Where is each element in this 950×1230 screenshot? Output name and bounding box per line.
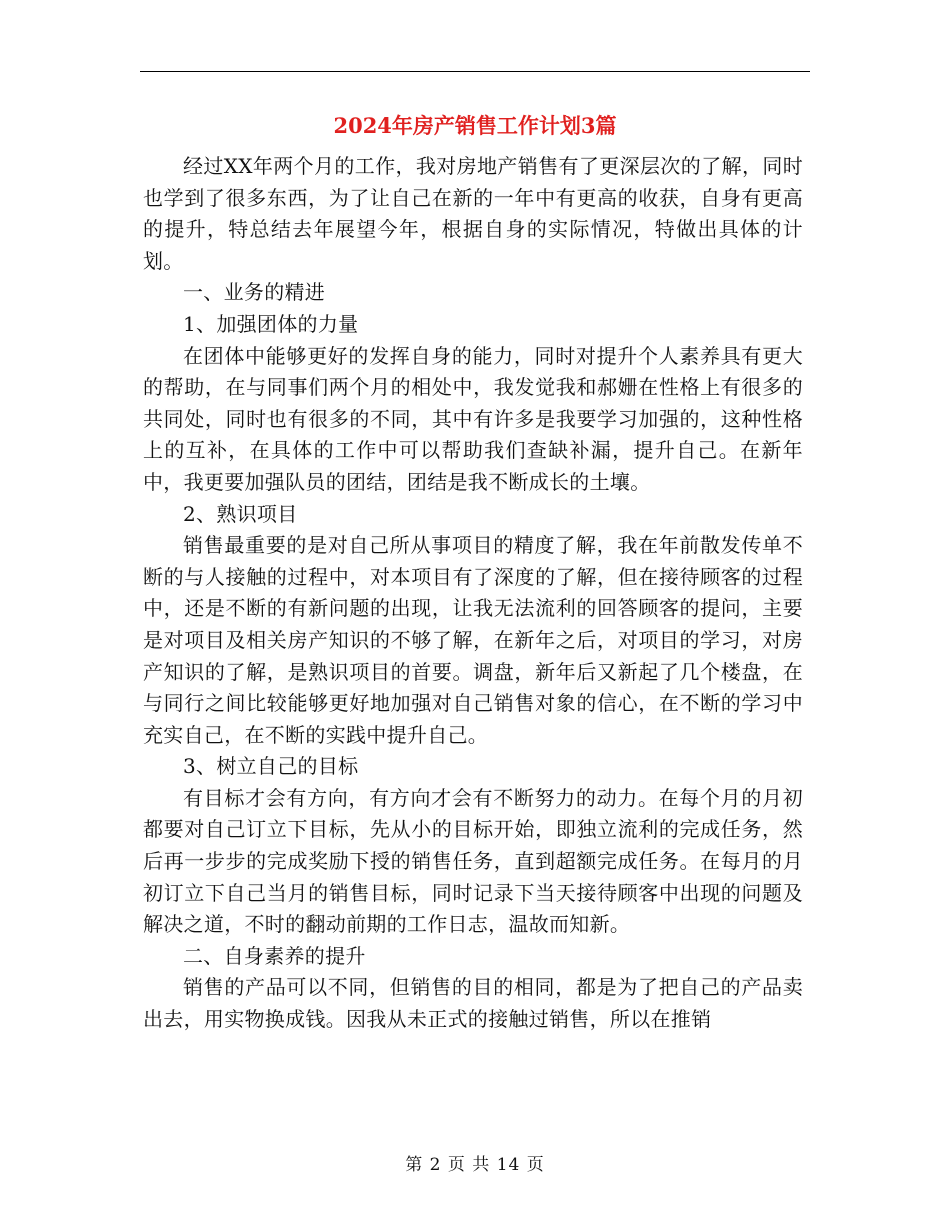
document-title: 2024年房产销售工作计划3篇 xyxy=(333,113,617,138)
paragraph-goals: 有目标才会有方向，有方向才会有不断努力的动力。在每个月的月初都要对自己订立下目标，先从小的目标开始，即独立流利的完成任务，然后再一步步的完成奖励下授的销售任务，直到超额完成任务。在每月的月初订立下自己当月的销售目标，同时记录下当天接待顾客中出现的问题及解决之道，不时的翻动前期的工作日志，温故而知新。 xyxy=(143,785,803,937)
section-heading-2: 二、自身素养的提升 xyxy=(183,943,366,968)
paragraph-team: 在团体中能够更好的发挥自身的能力，同时对提升个人素养具有更大的帮助，在与同事们两个月的相处中，我发觉我和郝姗在性格上有很多的共同处，同时也有很多的不同，其中有许多是我要学习加强的，这种性格上的互补，在具体的工作中可以帮助我们查缺补漏，提升自己。在新年中，我更要加强队员的团结，团结是我不断成长的土壤。 xyxy=(143,343,803,494)
paragraph-quality: 销售的产品可以不同，但销售的目的相同，都是为了把自己的产品卖出去，用实物换成钱。因我从未正式的接触过销售，所以在推销 xyxy=(143,975,803,1032)
page-footer: 第 2 页 共 14 页 xyxy=(405,1155,545,1175)
paragraph-intro: 经过XX年两个月的工作，我对房地产销售有了更深层次的了解，同时也学到了很多东西，为了让自己在新的一年中有更高的收获，自身有更高的提升，特总结去年展望今年，根据自身的实际情况，特做出具体的计划。 xyxy=(143,154,803,273)
header-rule xyxy=(140,71,810,72)
subsection-heading-2: 2、熟识项目 xyxy=(183,501,298,526)
document-body xyxy=(143,151,803,1036)
subsection-heading-3: 3、树立自己的目标 xyxy=(183,754,359,779)
subsection-heading-1: 1、加强团体的力量 xyxy=(183,311,359,336)
paragraph-project: 销售最重要的是对自己所从事项目的精度了解，我在年前散发传单不断的与人接触的过程中，对本项目有了深度的了解，但在接待顾客的过程中，还是不断的有新问题的出现，让我无法流利的回答顾客的提问，主要是对项目及相关房产知识的不够了解，在新年之后，对项目的学习，对房产知识的了解，是熟识项目的首要。调盘，新年后又新起了几个楼盘，在与同行之间比较能够更好地加强对自己销售对象的信心，在不断的学习中充实自己，在不断的实践中提升自己。 xyxy=(143,533,803,747)
section-heading-1: 一、业务的精进 xyxy=(183,280,326,305)
